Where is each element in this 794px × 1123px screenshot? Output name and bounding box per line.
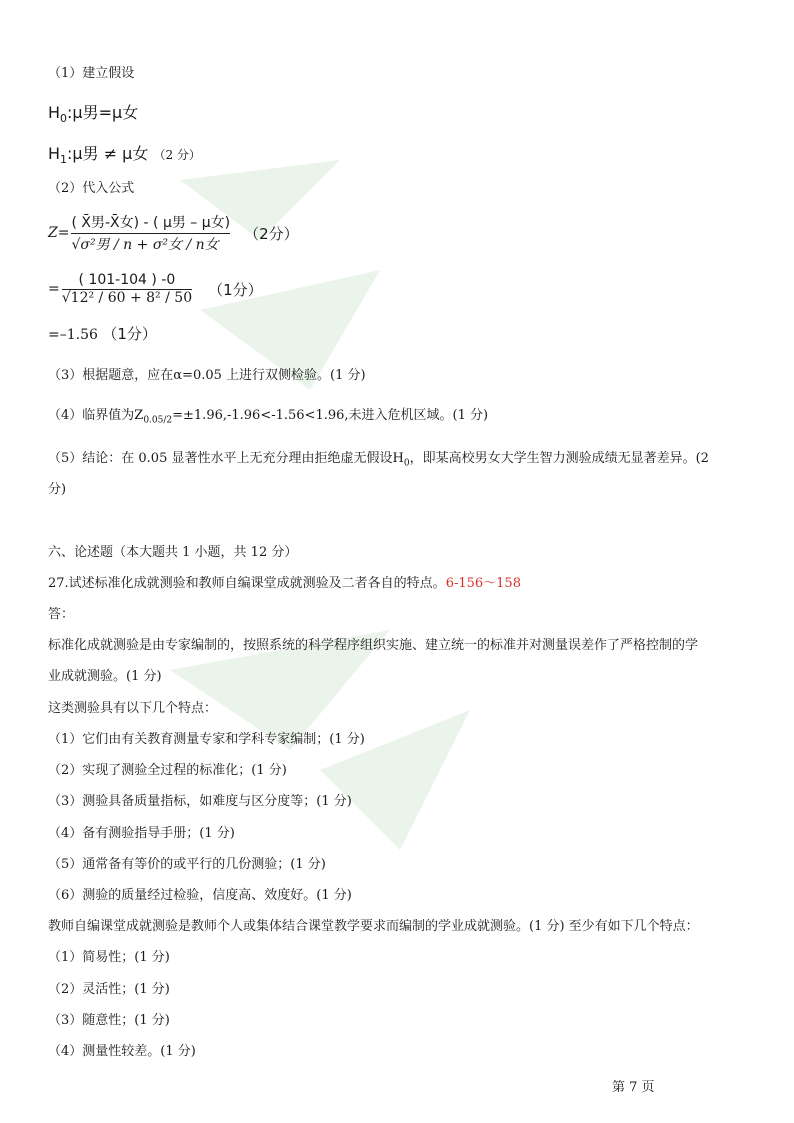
- formula-z-denominator: √σ²男 / n + σ²女 / n女: [71, 237, 219, 253]
- formula-z-numerator: ( X̄男-X̄女) - ( μ男 – μ女): [71, 215, 231, 231]
- formula-sub-denominator: √12² / 60 + 8² / 50: [61, 290, 193, 306]
- hypothesis-h0: $H_0:\mu$男=μ女: [48, 103, 139, 126]
- question-27-ref: 6-156～158: [445, 576, 521, 591]
- feature2-item: （2）灵活性；(1 分): [48, 982, 170, 997]
- feature2-item: （1）简易性；(1 分): [48, 950, 170, 965]
- step-5: （5）结论：在 0.05 显著性水平上无充分理由拒绝虚无假设$H_0$，即某高校男女大学生智力测验成绩无显著差异。(2: [48, 451, 709, 469]
- paragraph-1b: 业成就测验。(1 分): [48, 669, 162, 684]
- section-6-heading: 六、论述题（本大题共 1 小题，共 12 分）: [48, 545, 298, 560]
- paragraph-1a: 标准化成就测验是由专家编制的，按照系统的科学程序组织实施、建立统一的标准并对测量误差作了严格控制的学: [48, 638, 699, 653]
- feature-item: （4）备有测验指导手册；(1 分): [48, 826, 235, 841]
- question-27: 27.试述标准化成就测验和教师自编课堂成就测验及二者各自的特点。6-156～158: [48, 576, 521, 591]
- step-3: （3）根据题意，应在α=0.05 上进行双侧检验。(1 分): [48, 368, 366, 383]
- paragraph-2: 教师自编课堂成就测验是教师个人或集体结合课堂教学要求而编制的学业成就测验。(1 分) 至少有如下几个特点：: [48, 919, 699, 934]
- hypothesis-h1: $H_1:\mu$男 ≠ μ女 （2 分）: [48, 144, 201, 167]
- result-line: =–1.56 （1分）: [48, 325, 157, 343]
- feature2-item: （4）测量性较差。(1 分): [48, 1044, 196, 1059]
- answer-label: 答：: [48, 607, 75, 622]
- step-1: （1）建立假设: [48, 66, 135, 81]
- formula-z: Z= $\frac{\text{( X̄男-X̄女) - ( μ男 – μ女)}}{\text{√σ²男 / n + σ²女 / n女}}$ （2分）: [48, 212, 299, 254]
- step-2: （2）代入公式: [48, 181, 135, 196]
- feature-item: （1）它们由有关教育测量专家和学科专家编制；(1 分): [48, 732, 365, 747]
- formula-sub-numerator: ( 101-104 ) -0: [78, 272, 176, 288]
- page-number: 第 7 页: [612, 1080, 655, 1095]
- step-5-tail: 分): [48, 482, 67, 497]
- step-4: （4）临界值为$Z_{0.05/2}=\pm 1.96,-1.96<-1.56<1.96$,未进入危机区域。(1 分): [48, 408, 489, 426]
- features-intro: 这类测验具有以下几个特点：: [48, 701, 218, 716]
- feature-item: （3）测验具备质量指标，如难度与区分度等；(1 分): [48, 794, 352, 809]
- feature2-item: （3）随意性；(1 分): [48, 1013, 170, 1028]
- formula-substitution: = $\frac{( 101-104 ) -0}{\text{√12² / 60 + 8² / 50}}$ （1分）: [48, 272, 263, 306]
- feature-item: （2）实现了测验全过程的标准化；(1 分): [48, 763, 287, 778]
- feature-item: （5）通常备有等价的或平行的几份测验；(1 分): [48, 857, 326, 872]
- feature-item: （6）测验的质量经过检验，信度高、效度好。(1 分): [48, 888, 352, 903]
